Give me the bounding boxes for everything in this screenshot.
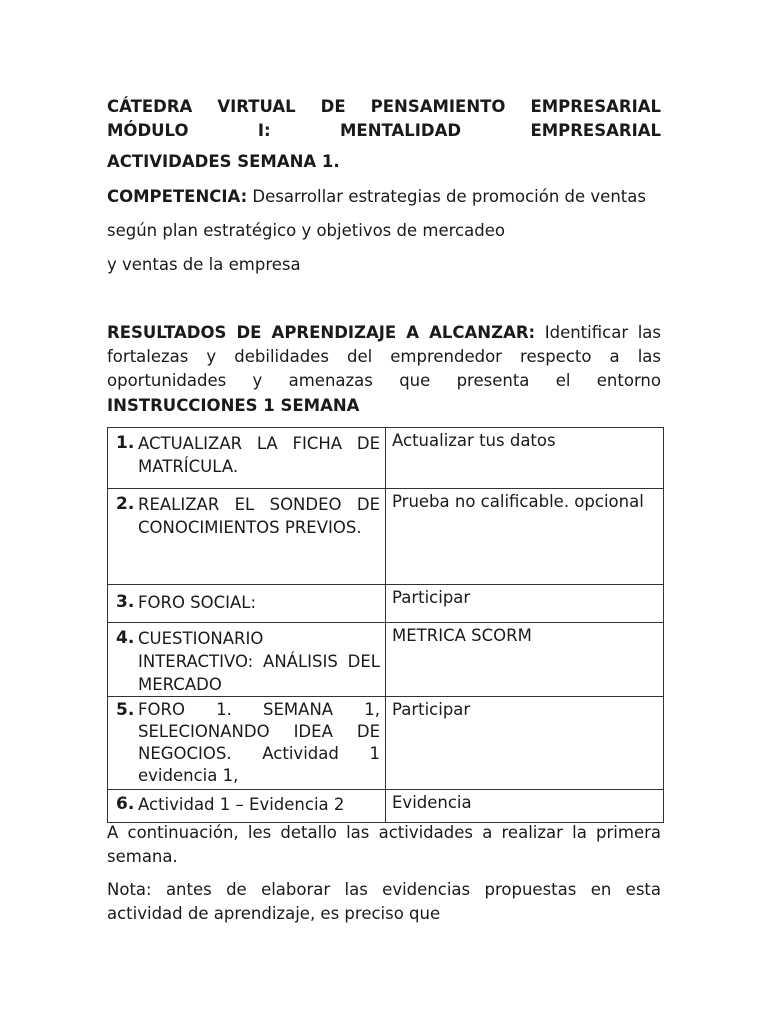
detail-cell: Participar	[386, 697, 664, 790]
resultados-paragraph: RESULTADOS DE APRENDIZAJE A ALCANZAR: Identificar las fortalezas y debilidades del emprendedor respecto a las oportunidades y amenazas que presenta el entorno	[107, 323, 661, 390]
week-heading: ACTIVIDADES SEMANA 1.	[107, 152, 340, 171]
resultados-label: RESULTADOS DE APRENDIZAJE A ALCANZAR:	[107, 323, 536, 342]
competencia-block	[107, 180, 661, 282]
table-row	[108, 585, 664, 623]
table-row	[108, 489, 664, 585]
activity-cell: 6. Actividad 1 – Evidencia 2	[108, 790, 386, 823]
detail-cell: Prueba no calificable. opcional	[386, 489, 664, 585]
detail-cell: Actualizar tus datos	[386, 428, 664, 489]
activity-cell: 3. FORO SOCIAL:	[108, 585, 386, 623]
table-row	[108, 790, 664, 823]
activity-cell: 5. FORO 1. SEMANA 1, SELECIONANDO IDEA DE NEGOCIOS. Actividad 1 evidencia 1,	[108, 697, 386, 790]
continuation-paragraph: A continuación, les detallo las actividades a realizar la primera semana.	[107, 823, 661, 866]
document-title: CÁTEDRA VIRTUAL DE PENSAMIENTO EMPRESARIAL MÓDULO I: MENTALIDAD EMPRESARIAL	[107, 97, 661, 140]
detail-cell: Participar	[386, 585, 664, 623]
table-row	[108, 623, 664, 697]
nota-paragraph: Nota: antes de elaborar las evidencias propuestas en esta actividad de aprendizaje, es preciso que	[107, 880, 661, 923]
table-row	[108, 428, 664, 489]
detail-cell: METRICA SCORM	[386, 623, 664, 697]
instrucciones-heading: INSTRUCCIONES 1 SEMANA	[107, 396, 360, 415]
activity-cell: 1. ACTUALIZAR LA FICHA DE MATRÍCULA.	[108, 428, 386, 489]
activity-cell: 4. CUESTIONARIO INTERACTIVO: ANÁLISIS DEL MERCADO	[108, 623, 386, 697]
activity-cell: 2. REALIZAR EL SONDEO DE CONOCIMIENTOS PREVIOS.	[108, 489, 386, 585]
detail-cell: Evidencia	[386, 790, 664, 823]
competencia-line-1: COMPETENCIA: Desarrollar estrategias de promoción de ventas	[107, 187, 646, 206]
activities-table	[107, 427, 664, 823]
competencia-line-2: según plan estratégico y objetivos de mercadeo	[107, 221, 505, 240]
table-row	[108, 697, 664, 790]
competencia-line-3: y ventas de la empresa	[107, 255, 301, 274]
competencia-label: COMPETENCIA:	[107, 187, 248, 206]
